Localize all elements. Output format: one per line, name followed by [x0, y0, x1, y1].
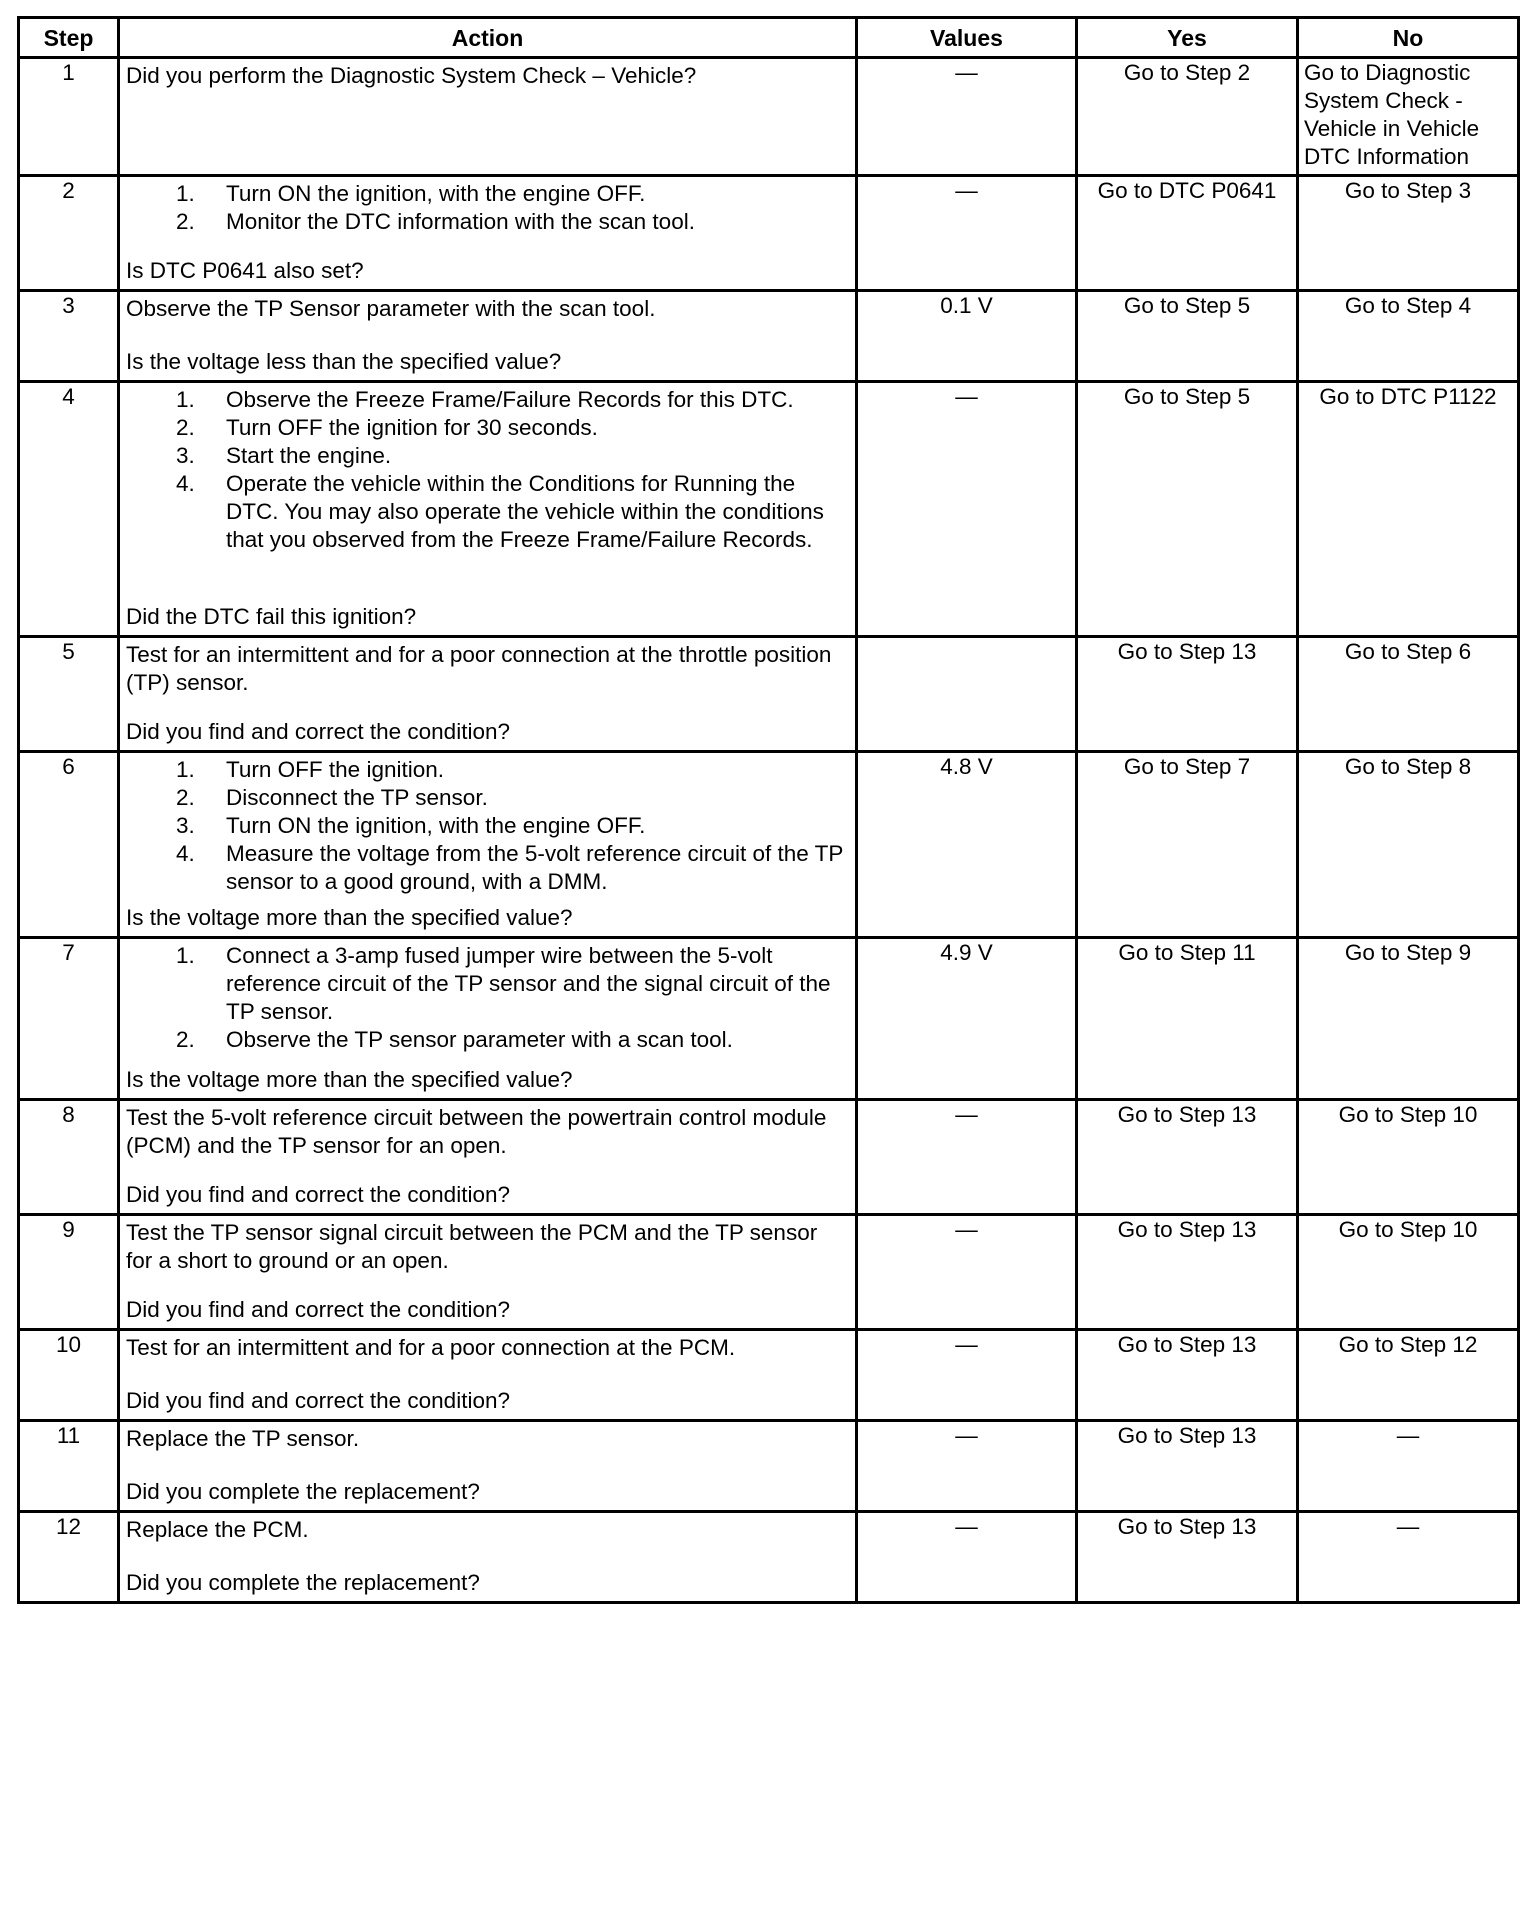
action-question: Did you find and correct the condition? — [126, 719, 510, 744]
action-text: Test for an intermittent and for a poor connection at the PCM. — [126, 1335, 736, 1360]
no-cell: Go to Diagnostic System Check - Vehicle in Vehicle DTC Information — [1298, 58, 1519, 176]
action-cell — [119, 1421, 857, 1512]
value-cell: — — [857, 1100, 1077, 1215]
action-question: Is the voltage more than the specified value? — [126, 905, 573, 930]
no-cell: Go to Step 9 — [1298, 938, 1519, 1100]
yes-cell: Go to Step 13 — [1077, 1100, 1298, 1215]
table-row-step-9 — [19, 1215, 1519, 1330]
value-cell: — — [857, 176, 1077, 291]
value-cell — [857, 637, 1077, 752]
action-text: Replace the TP sensor. — [126, 1426, 360, 1451]
list-item: 2. Disconnect the TP sensor. — [176, 785, 488, 810]
step-number: 10 — [19, 1330, 119, 1421]
header-no: No — [1298, 18, 1519, 58]
yes-cell: Go to Step 13 — [1077, 1512, 1298, 1603]
value-cell: — — [857, 382, 1077, 637]
yes-cell: Go to Step 11 — [1077, 938, 1298, 1100]
header-step: Step — [19, 18, 119, 58]
step-number: 4 — [19, 382, 119, 637]
list-item: 2. Monitor the DTC information with the scan tool. — [176, 209, 695, 234]
action-question: Did you find and correct the condition? — [126, 1297, 510, 1322]
list-item: 2. Turn OFF the ignition for 30 seconds. — [176, 415, 598, 440]
step-number: 12 — [19, 1512, 119, 1603]
no-cell: Go to Step 3 — [1298, 176, 1519, 291]
table-row-step-11 — [19, 1421, 1519, 1512]
action-cell — [119, 58, 857, 176]
header-yes: Yes — [1077, 18, 1298, 58]
yes-cell: Go to Step 7 — [1077, 752, 1298, 938]
yes-cell: Go to Step 13 — [1077, 1421, 1298, 1512]
yes-cell: Go to Step 5 — [1077, 382, 1298, 637]
value-cell: — — [857, 1330, 1077, 1421]
action-cell — [119, 637, 857, 752]
action-cell — [119, 938, 857, 1100]
step-number: 5 — [19, 637, 119, 752]
list-item: 3. Start the engine. — [176, 443, 392, 468]
value-cell: 4.9 V — [857, 938, 1077, 1100]
no-cell: Go to Step 8 — [1298, 752, 1519, 938]
list-item: 1. Connect a 3-amp fused jumper wire between the 5-volt reference circuit of the TP sensor and the signal circuit of the TP sensor. — [176, 943, 831, 1024]
table-row-step-12 — [19, 1512, 1519, 1603]
table-row-step-8 — [19, 1100, 1519, 1215]
action-steps-list — [126, 386, 849, 554]
yes-cell: Go to Step 5 — [1077, 291, 1298, 382]
action-steps-list — [126, 180, 849, 236]
table-row-step-3 — [19, 291, 1519, 382]
yes-cell: Go to DTC P0641 — [1077, 176, 1298, 291]
no-cell: — — [1298, 1512, 1519, 1603]
step-number: 2 — [19, 176, 119, 291]
no-cell: Go to Step 12 — [1298, 1330, 1519, 1421]
no-cell: Go to DTC P1122 — [1298, 382, 1519, 637]
action-text: Replace the PCM. — [126, 1517, 309, 1542]
value-cell: — — [857, 58, 1077, 176]
action-question: Is the voltage less than the specified value? — [126, 349, 562, 374]
action-cell — [119, 1215, 857, 1330]
list-item: 1. Turn OFF the ignition. — [176, 757, 445, 782]
value-cell: 4.8 V — [857, 752, 1077, 938]
step-number: 1 — [19, 58, 119, 176]
list-item: 1. Turn ON the ignition, with the engine OFF. — [176, 181, 646, 206]
diagnostic-table — [17, 16, 1520, 1604]
action-cell — [119, 752, 857, 938]
value-cell: — — [857, 1215, 1077, 1330]
action-cell — [119, 291, 857, 382]
list-item: 4. Operate the vehicle within the Conditions for Running the DTC. You may also operate the vehicle within the conditions that you observed from the Freeze Frame/Failure Records. — [176, 471, 824, 552]
value-cell: — — [857, 1512, 1077, 1603]
action-text: Test the TP sensor signal circuit between the PCM and the TP sensor for a short to ground or an open. — [126, 1220, 818, 1273]
action-cell — [119, 382, 857, 637]
step-number: 6 — [19, 752, 119, 938]
action-question: Is DTC P0641 also set? — [126, 258, 364, 283]
yes-cell: Go to Step 13 — [1077, 1330, 1298, 1421]
step-number: 9 — [19, 1215, 119, 1330]
yes-cell: Go to Step 13 — [1077, 637, 1298, 752]
action-text: Did you perform the Diagnostic System Check – Vehicle? — [126, 63, 697, 88]
action-question: Did you find and correct the condition? — [126, 1182, 510, 1207]
no-cell: Go to Step 6 — [1298, 637, 1519, 752]
step-number: 3 — [19, 291, 119, 382]
action-cell — [119, 1330, 857, 1421]
action-question: Did you complete the replacement? — [126, 1570, 480, 1595]
action-question: Did the DTC fail this ignition? — [126, 604, 417, 629]
action-question: Did you find and correct the condition? — [126, 1388, 510, 1413]
list-item: 1. Observe the Freeze Frame/Failure Records for this DTC. — [176, 387, 794, 412]
table-row-step-7 — [19, 938, 1519, 1100]
list-item: 3. Turn ON the ignition, with the engine OFF. — [176, 813, 646, 838]
action-text: Observe the TP Sensor parameter with the scan tool. — [126, 296, 656, 321]
value-cell: 0.1 V — [857, 291, 1077, 382]
action-question: Did you complete the replacement? — [126, 1479, 480, 1504]
yes-cell: Go to Step 2 — [1077, 58, 1298, 176]
table-row-step-5 — [19, 637, 1519, 752]
action-steps-list — [126, 756, 849, 896]
table-row-step-6 — [19, 752, 1519, 938]
action-cell — [119, 1512, 857, 1603]
table-row-step-10 — [19, 1330, 1519, 1421]
header-action: Action — [119, 18, 857, 58]
no-cell: Go to Step 10 — [1298, 1100, 1519, 1215]
action-steps-list — [126, 942, 849, 1054]
step-number: 8 — [19, 1100, 119, 1215]
list-item: 2. Observe the TP sensor parameter with a scan tool. — [176, 1027, 733, 1052]
header-row — [19, 18, 1519, 58]
no-cell: — — [1298, 1421, 1519, 1512]
step-number: 7 — [19, 938, 119, 1100]
action-text: Test for an intermittent and for a poor connection at the throttle position (TP) sensor. — [126, 642, 832, 695]
action-question: Is the voltage more than the specified value? — [126, 1067, 573, 1092]
yes-cell: Go to Step 13 — [1077, 1215, 1298, 1330]
value-cell: — — [857, 1421, 1077, 1512]
no-cell: Go to Step 4 — [1298, 291, 1519, 382]
step-number: 11 — [19, 1421, 119, 1512]
action-text: Test the 5-volt reference circuit between the powertrain control module (PCM) and the TP sensor for an open. — [126, 1105, 827, 1158]
table-row-step-1 — [19, 58, 1519, 176]
no-cell: Go to Step 10 — [1298, 1215, 1519, 1330]
header-values: Values — [857, 18, 1077, 58]
action-cell — [119, 176, 857, 291]
action-cell — [119, 1100, 857, 1215]
table-row-step-4 — [19, 382, 1519, 637]
table-row-step-2 — [19, 176, 1519, 291]
list-item: 4. Measure the voltage from the 5-volt reference circuit of the TP sensor to a good ground, with a DMM. — [176, 841, 843, 894]
